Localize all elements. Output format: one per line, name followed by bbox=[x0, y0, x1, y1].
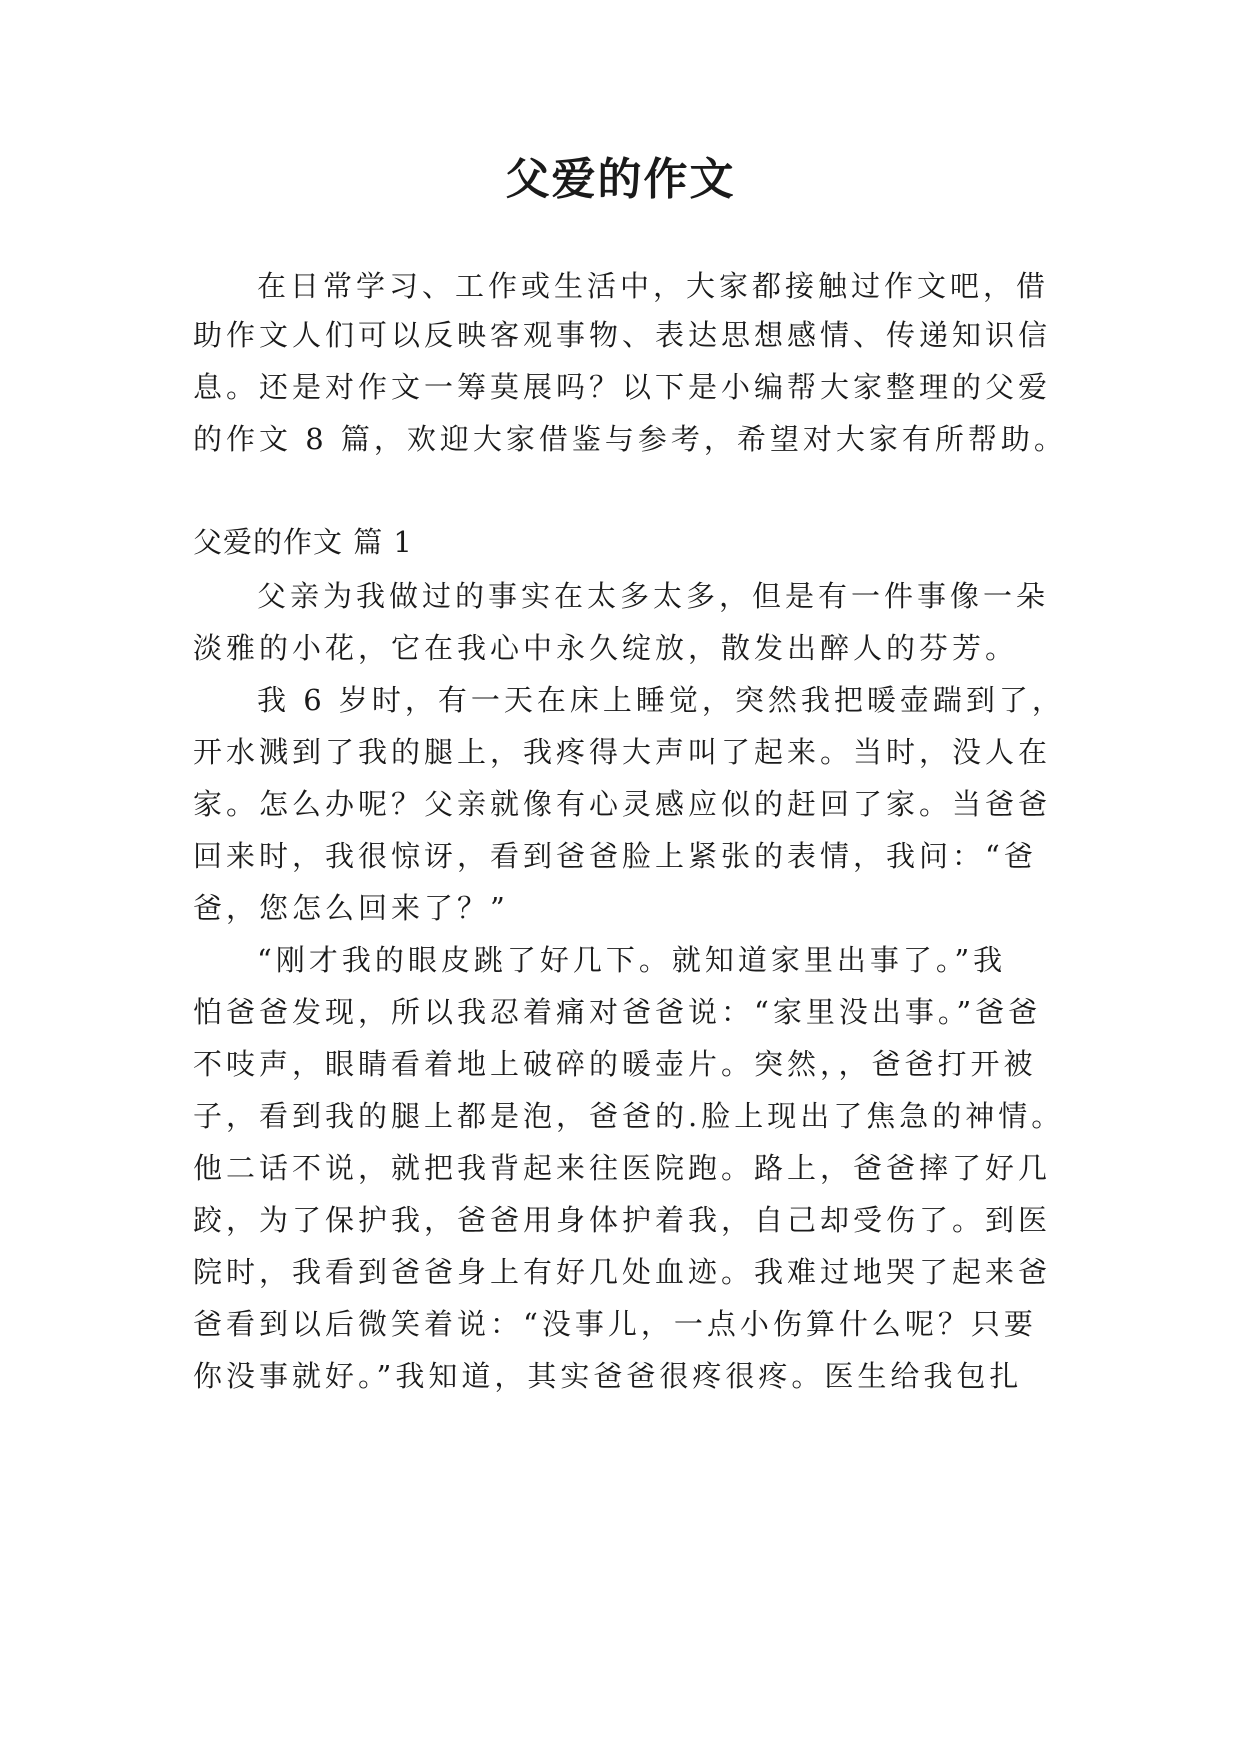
paragraph-line: 跤，为了保护我，爸爸用身体护着我，自己却受伤了。到医 bbox=[193, 1203, 1052, 1237]
paragraph-line: 院时，我看到爸爸身上有好几处血迹。我难过地哭了起来爸 bbox=[193, 1255, 1052, 1289]
paragraph-line: 他二话不说，就把我背起来往医院跑。路上，爸爸摔了好几 bbox=[193, 1151, 1052, 1185]
paragraph-line: 我 6 岁时，有一天在床上睡觉，突然我把暖壶踹到了， bbox=[257, 683, 1065, 717]
paragraph-line: 子，看到我的腿上都是泡，爸爸的.脸上现出了焦急的神情。 bbox=[193, 1099, 1065, 1133]
paragraph-line: 爸，您怎么回来了？” bbox=[193, 891, 509, 925]
paragraph-line: 爸看到以后微笑着说：“没事儿，一点小伤算什么呢？只要 bbox=[193, 1307, 1037, 1341]
intro-line: 息。还是对作文一筹莫展吗？以下是小编帮大家整理的父爱 bbox=[193, 370, 1052, 404]
paragraph-line: “刚才我的眼皮跳了好几下。就知道家里出事了。”我 bbox=[257, 943, 1007, 977]
paragraph-line: 你没事就好。”我知道，其实爸爸很疼很疼。医生给我包扎 bbox=[193, 1359, 1023, 1393]
paragraph-line: 家。怎么办呢？父亲就像有心灵感应似的赶回了家。当爸爸 bbox=[193, 787, 1052, 821]
paragraph-line: 不吱声，眼睛看着地上破碎的暖壶片。突然，，爸爸打开被 bbox=[193, 1047, 1037, 1081]
intro-line: 助作文人们可以反映客观事物、表达思想感情、传递知识信 bbox=[193, 318, 1052, 352]
page-title: 父爱的作文 bbox=[505, 154, 736, 205]
paragraph-line: 开水溅到了我的腿上，我疼得大声叫了起来。当时，没人在 bbox=[193, 735, 1052, 769]
paragraph-line: 淡雅的小花，它在我心中永久绽放，散发出醉人的芬芳。 bbox=[193, 631, 1019, 665]
intro-line: 的作文 8 篇，欢迎大家借鉴与参考，希望对大家有所帮助。 bbox=[193, 422, 1067, 456]
paragraph-line: 回来时，我很惊讶，看到爸爸脸上紧张的表情，我问：“爸 bbox=[193, 839, 1037, 873]
intro-line: 在日常学习、工作或生活中，大家都接触过作文吧，借 bbox=[257, 269, 1050, 303]
section-heading: 父爱的作文 篇 1 bbox=[193, 525, 413, 559]
paragraph-line: 怕爸爸发现，所以我忍着痛对爸爸说：“家里没出事。”爸爸 bbox=[193, 995, 1042, 1029]
paragraph-line: 父亲为我做过的事实在太多太多，但是有一件事像一朵 bbox=[257, 579, 1050, 613]
